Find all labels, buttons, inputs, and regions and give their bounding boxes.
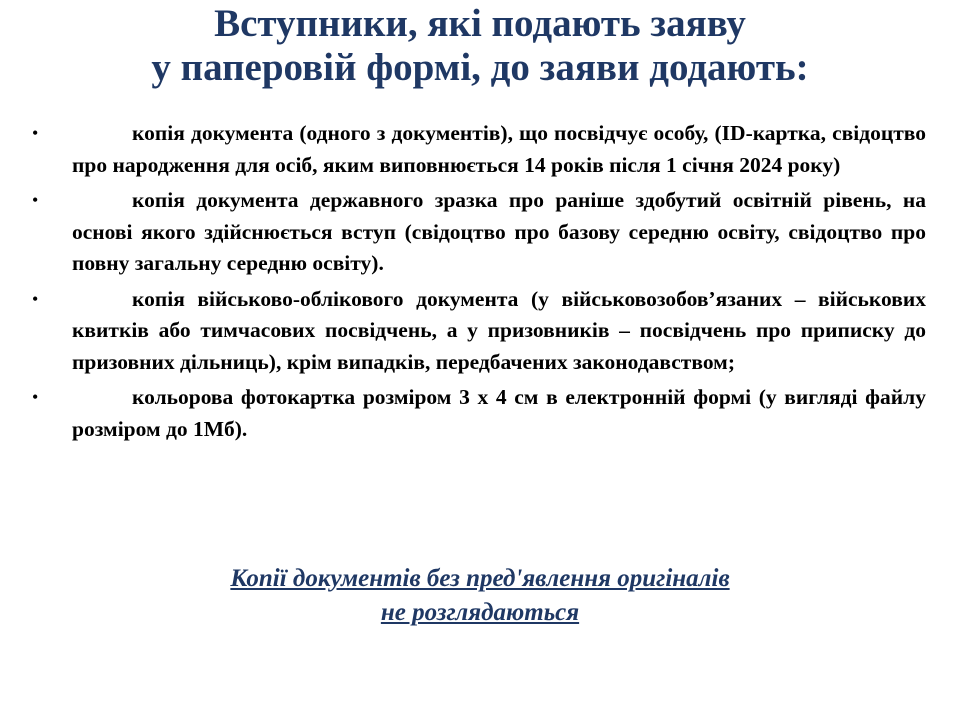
- list-item-text: копія військово-облікового документа (у військовозобов’язаних – військових квитків або тимчасових посвідчень, а у призовників – посвідчень про приписку до призовних дільниць), крім випадків, передбачених законодавством;: [72, 286, 926, 374]
- originals-required-note: [60, 562, 900, 630]
- list-item: [32, 185, 926, 280]
- note-line-2: не розглядаються: [380, 599, 580, 626]
- list-item: [32, 118, 926, 181]
- slide-title-line-2: у паперовій формі, до заяви додають:: [151, 46, 809, 89]
- required-documents-list: [32, 118, 926, 445]
- slide-title: [60, 2, 900, 90]
- list-item: [32, 382, 926, 445]
- list-item: [32, 284, 926, 379]
- bullet-icon: •: [32, 123, 39, 143]
- list-item-text: кольорова фотокартка розміром 3 х 4 см в електронній формі (у вигляді файлу розміром до 1Мб).: [72, 385, 926, 441]
- list-item-text: копія документа (одного з документів), що посвідчує особу, (ID-картка, свідоцтво про народження для осіб, яким виповнюється 14 років після 1 січня 2024 року): [72, 121, 926, 177]
- bullet-icon: •: [32, 387, 39, 407]
- slide-title-line-1: Вступники, які подають заяву: [214, 2, 746, 45]
- bullet-icon: •: [32, 190, 39, 210]
- note-line-1: Копії документів без пред'явлення оригіналів: [230, 565, 730, 592]
- list-item-text: копія документа державного зразка про раніше здобутий освітній рівень, на основі якого здійснюється вступ (свідоцтво про базову середню освіту, свідоцтво про повну загальну середню освіту).: [72, 188, 926, 275]
- bullet-icon: •: [32, 288, 39, 309]
